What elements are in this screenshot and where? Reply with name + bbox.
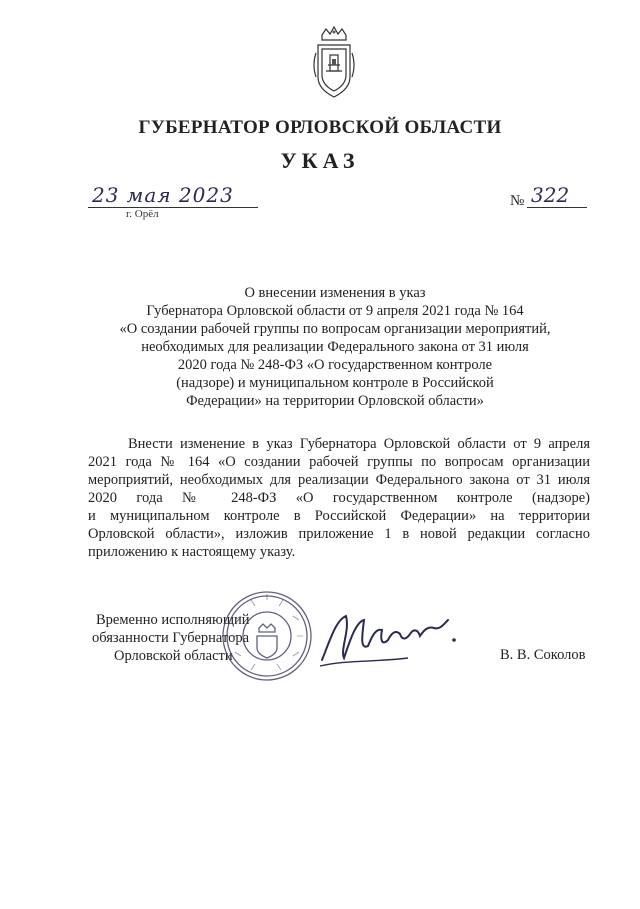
position-line: Орловской области (114, 648, 233, 664)
subject-line: (надзоре) и муниципальном контроле в Российской (176, 375, 494, 391)
body-line: и муниципальном контроле в Российской Федерации» на территории (88, 508, 590, 524)
body-line: Орловской области», изложив приложение 1 в новой редакции согласно (88, 526, 590, 542)
document-number: 322 (531, 183, 570, 207)
number-label: № (510, 193, 525, 209)
handwritten-signature-icon (316, 600, 466, 670)
authority-title: ГУБЕРНАТОР ОРЛОВСКОЙ ОБЛАСТИ (138, 117, 502, 138)
signatory-name: В. В. Соколов (500, 647, 586, 663)
body-line: Внести изменение в указ Губернатора Орловской области от 9 апреля (128, 436, 590, 452)
subject-line: О внесении изменения в указ (244, 285, 426, 301)
official-seal-icon (221, 590, 313, 682)
subject-line: необходимых для реализации Федерального закона от 31 июля (141, 339, 529, 355)
position-line: Временно исполняющий (96, 612, 250, 628)
document-type: УКАЗ (280, 148, 360, 173)
document-city: г. Орёл (126, 208, 159, 220)
subject-line: Губернатора Орловской области от 9 апреля 2021 года № 164 (146, 303, 524, 319)
decree-subject (90, 284, 580, 410)
decree-body (88, 435, 590, 561)
subject-line: 2020 года № 248-ФЗ «О государственном контроле (177, 357, 493, 373)
subject-line: Федерации» на территории Орловской области» (186, 393, 484, 409)
body-line: мероприятий, необходимых для реализации Федерального закона от 31 июля (88, 472, 590, 488)
number-underline (527, 207, 587, 208)
date-underline (88, 207, 258, 208)
body-line: 2020 года № 248-ФЗ «О государственном контроле (надзоре) (88, 490, 590, 506)
document-date: 23 мая 2023 (92, 183, 234, 207)
position-line: обязанности Губернатора (92, 630, 250, 646)
body-line: приложению к настоящему указу. (88, 544, 296, 560)
body-line: 2021 года № 164 «О создании рабочей группы по вопросам организации (88, 454, 590, 470)
subject-line: «О создании рабочей группы по вопросам организации мероприятий, (119, 321, 551, 337)
coat-of-arms-icon (310, 25, 358, 103)
